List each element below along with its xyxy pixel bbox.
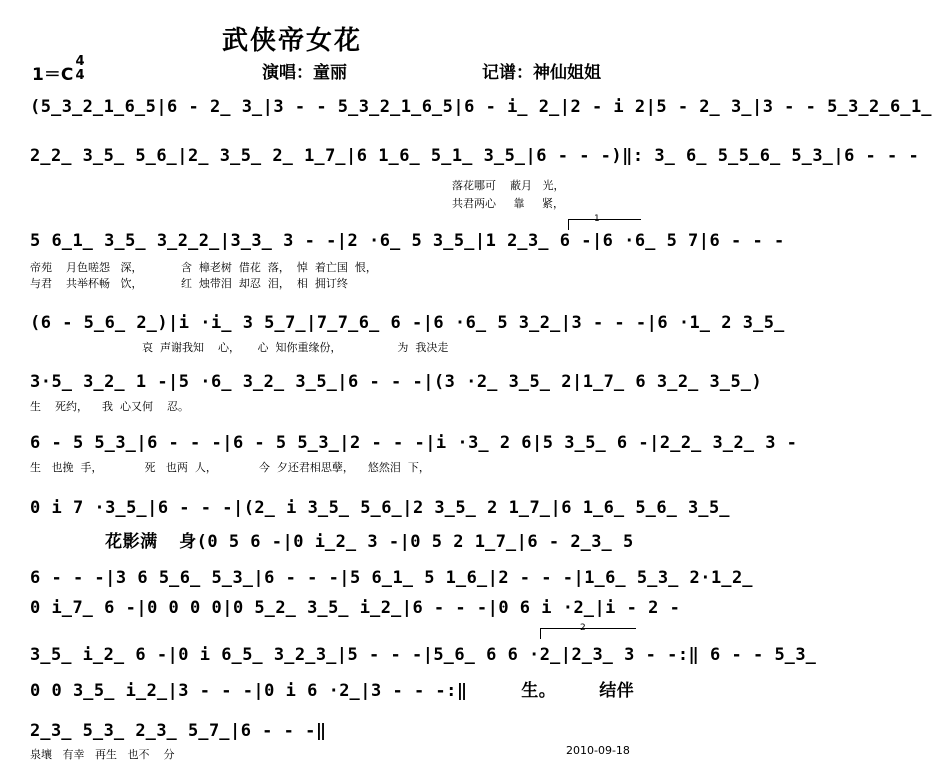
score-line: 5 6̲1̲ 3̲5̲ 3̲2̲2̲|3̲3̲ 3 - -|2 ·6̲ 5 3̲5̲|1 2̲3̲ 6 -|6 ·6̲ 5 7|6 - - -: [30, 231, 785, 251]
lyric-line: 落花哪可 蔽月 光，: [452, 179, 565, 192]
score-line: 2̲2̲ 3̲5̲ 5̲6̲|2̲ 3̲5̲ 2̲ 1̲7̲|6 1̲6̲ 5̲1̲ 3̲5̲|6 - - -)‖: 3̲ 6̲ 5̲5̲6̲ 5̲3̲|6 - - -: [30, 146, 920, 166]
score-line: 0 i 7 ·3̲5̲|6 - - -|(2̲ i 3̲5̲ 5̲6̲|2 3̲5̲ 2 1̲7̲|6 1̲6̲ 5̲6̲ 3̲5̲: [30, 498, 731, 518]
time-signature-top: 4: [75, 54, 85, 69]
lyric-line: 共君两心 靠 紧，: [452, 197, 564, 210]
time-signature-bottom: 4: [75, 68, 85, 83]
lyric-line: 泉壤 有幸 再生 也不 分: [30, 748, 175, 761]
lyric-line: 帝苑 月色嗟怨 深， 含 樟老树 借花 落， 悼 着亡国 恨，: [30, 261, 377, 274]
volta-number: 2: [580, 623, 586, 633]
volta-bracket: [540, 628, 636, 639]
singer-credit: 演唱：童丽: [262, 63, 347, 83]
score-line: 6 - - -|3 6 5̲6̲ 5̲3̲|6 - - -|5 6̲1̲ 5 1̲6̲|2 - - -|1̲6̲ 5̲3̲ 2·1̲2̲: [30, 568, 753, 588]
lyric-line: 生 死约， 我 心又何 忍。: [30, 400, 189, 413]
time-signature: [74, 55, 86, 83]
score-line: 6 - 5 5̲3̲|6 - - -|6 - 5 5̲3̲|2 - - -|i ·3̲ 2 6|5 3̲5̲ 6 -|2̲2̲ 3̲2̲ 3 -: [30, 433, 798, 453]
score-line: 3̲5̲ i̲2̲ 6 -|0 i 6̲5̲ 3̲2̲3̲|5 - - -|5̲6̲ 6 6 ·2̲|2̲3̲ 3 - -:‖ 6 - - 5̲3̲: [30, 645, 817, 665]
lyric-line: 生 也挽 手， 死 也两 人， 今 夕还君相思孽， 悠然泪 下，: [30, 461, 430, 474]
lyric-line: 与君 共举杯畅 饮， 红 烛带泪 却忍 泪， 相 拥订终: [30, 277, 348, 290]
volta-number: 1: [594, 214, 600, 224]
score-line-lower-voice: 0 0 3̲5̲ i̲2̲|3 - - -|0 i 6 ·2̲|3 - - -:‖ 生。 结伴: [30, 681, 635, 701]
volta-bracket: [568, 219, 641, 230]
lyric-line: 哀 声谢我知 心， 心 知你重缘份， 为 我决走: [142, 341, 449, 354]
score-line-lower-voice: 花影满 身(0 5 6 -|0 i̲2̲ 3 -|0 5 2 1̲7̲|6 - 2̲3̲ 5: [30, 532, 634, 552]
transcriber-credit: 记谱：神仙姐姐: [482, 63, 601, 83]
score-line: (6 - 5̲6̲ 2̲)|i ·i̲ 3 5̲7̲|7̲7̲6̲ 6 -|6 ·6̲ 5 3̲2̲|3 - - -|6 ·1̲ 2 3̲5̲: [30, 313, 785, 333]
date-stamp: 2010-09-18: [566, 744, 630, 757]
score-line-lower-voice: 0 i̲7̲ 6 -|0 0 0 0|0 5̲2̲ 3̲5̲ i̲2̲|6 - - -|0 6 i ·2̲|i - 2 -: [30, 598, 681, 618]
key-signature: 1＝C: [32, 65, 74, 85]
score-line: 3·5̲ 3̲2̲ 1 -|5 ·6̲ 3̲2̲ 3̲5̲|6 - - -|(3 ·2̲ 3̲5̲ 2|1̲7̲ 6 3̲2̲ 3̲5̲): [30, 372, 763, 392]
song-title: 武侠帝女花: [222, 26, 363, 56]
score-line: 2̲3̲ 5̲3̲ 2̲3̲ 5̲7̲|6 - - -‖: [30, 721, 327, 741]
score-line: (5̲3̲2̲1̲6̲5|6 - 2̲ 3̲|3 - - 5̲3̲2̲1̲6̲5|6 - i̲ 2̲|2 - i 2|5 - 2̲ 3̲|3 - - 5̲3̲2̲6̲1̲: [30, 97, 932, 117]
